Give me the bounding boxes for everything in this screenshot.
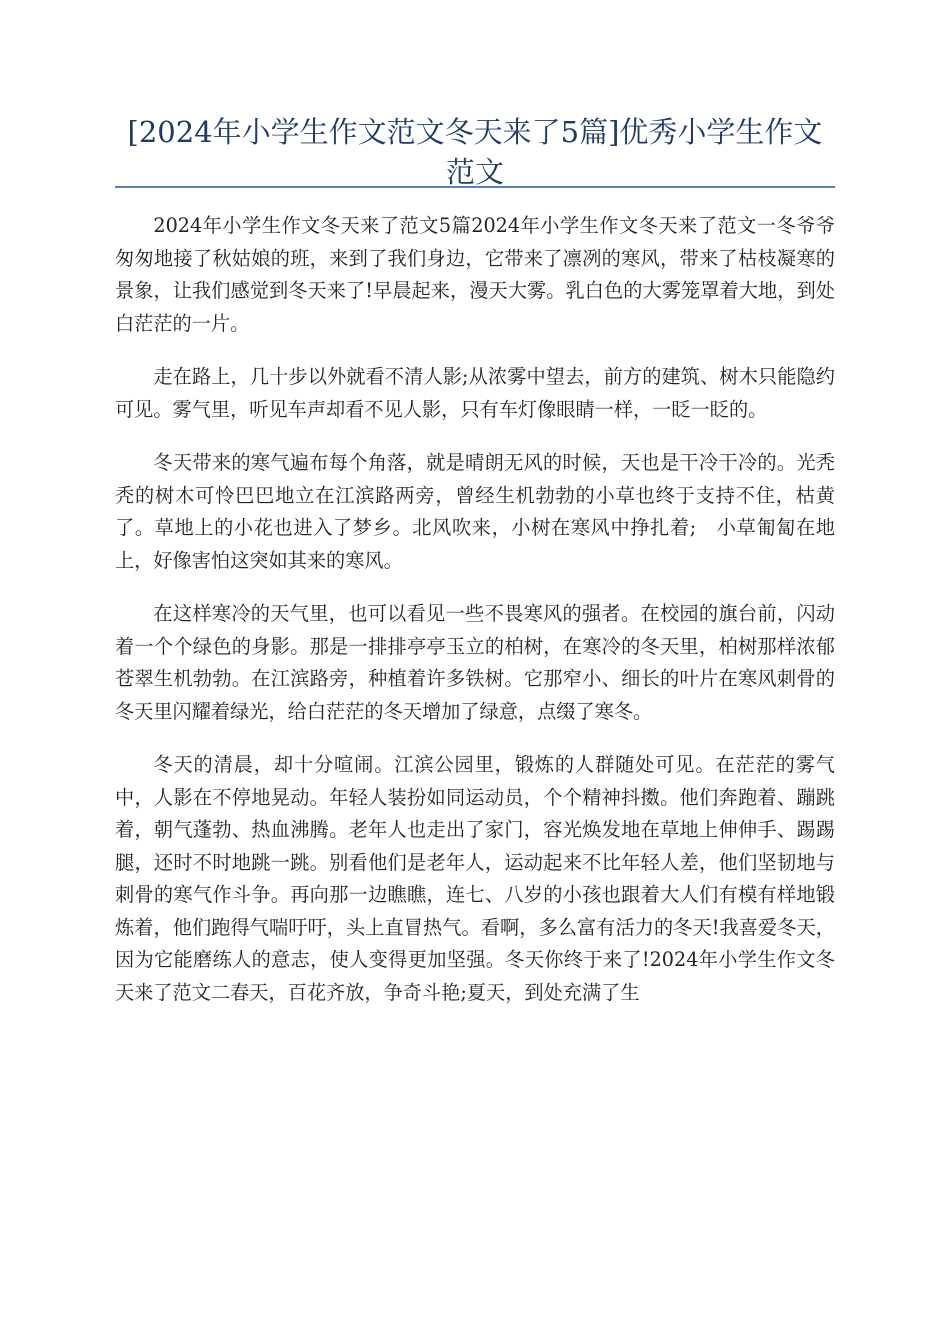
document-body xyxy=(115,210,835,1030)
paragraph-4: 在这样寒冷的天气里，也可以看见一些不畏寒风的强者。在校园的旗台前，闪动着一个个绿色的身影。那是一排排亭亭玉立的柏树，在寒冷的冬天里，柏树那样浓郁苍翠生机勃勃。在江滨路旁，种植着许多铁树。它那窄小、细长的叶片在寒风刺骨的冬天里闪耀着绿光，给白茫茫的冬天增加了绿意，点缀了寒冬。 xyxy=(115,602,835,723)
paragraph-5: 冬天的清晨，却十分喧闹。江滨公园里，锻炼的人群随处可见。在茫茫的雾气中，人影在不停地晃动。年轻人装扮如同运动员，个个精神抖擞。他们奔跑着、蹦跳着，朝气蓬勃、热血沸腾。老年人也走出了家门，容光焕发地在草地上伸伸手、踢踢腿，还时不时地跳一跳。别看他们是老年人，运动起来不比年轻人差，他们坚韧地与刺骨的寒气作斗争。再向那一边瞧瞧，连七、八岁的小孩也跟着大人们有模有样地锻炼着，他们跑得气喘吁吁，头上直冒热气。看啊，多么富有活力的冬天!我喜爱冬天，因为它能磨练人的意志，使人变得更加坚强。冬天你终于来了!2024年小学生作文冬天来了范文二春天，百花齐放，争奇斗艳;夏天，到处充满了生 xyxy=(115,753,835,1004)
paragraph-1: 2024年小学生作文冬天来了范文5篇2024年小学生作文冬天来了范文一冬爷爷匆匆地接了秋姑娘的班，来到了我们身边，它带来了凛冽的寒风，带来了枯枝凝寒的景象，让我们感觉到冬天来了!早晨起来，漫天大雾。乳白色的大雾笼罩着大地，到处白茫茫的一片。 xyxy=(115,214,835,335)
document-title: [2024年小学生作文范文冬天来了5篇]优秀小学生作文范文 xyxy=(127,115,823,189)
paragraph-2: 走在路上，几十步以外就看不清人影;从浓雾中望去，前方的建筑、树木只能隐约可见。雾气里，听见车声却看不见人影，只有车灯像眼睛一样，一眨一眨的。 xyxy=(115,365,835,421)
title-divider xyxy=(115,186,835,188)
paragraph-3: 冬天带来的寒气遍布每个角落，就是晴朗无风的时候，天也是干冷干冷的。光秃秃的树木可怜巴巴地立在江滨路两旁，曾经生机勃勃的小草也终于支持不住，枯黄了。草地上的小花也进入了梦乡。北风吹来，小树在寒风中挣扎着; 小草匍匐在地上，好像害怕这突如其来的寒风。 xyxy=(115,451,835,572)
